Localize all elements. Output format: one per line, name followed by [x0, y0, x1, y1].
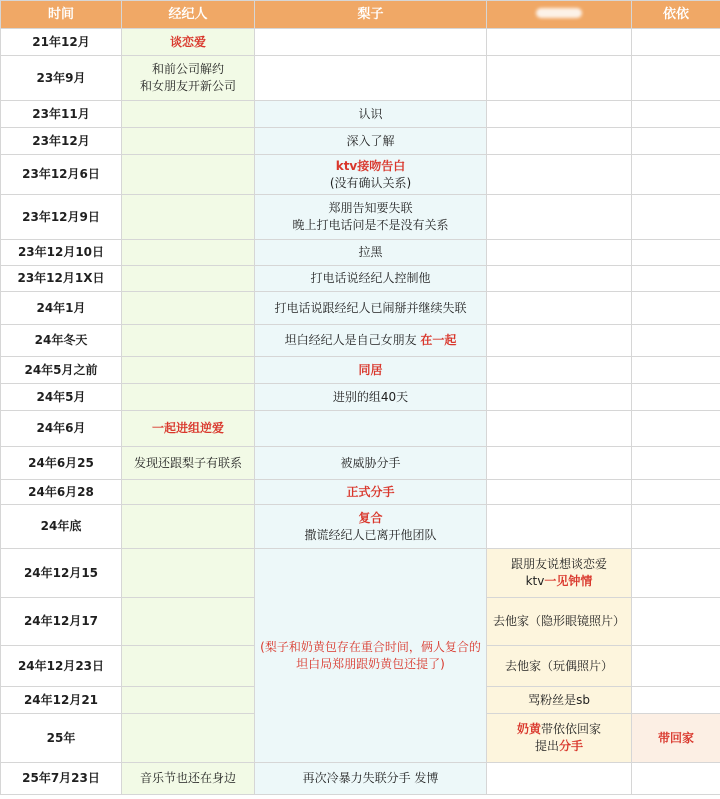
yiyi-cell: [632, 763, 720, 795]
agent-event-line: 和前公司解约: [151, 62, 224, 76]
time-cell: 24年5月: [1, 384, 122, 411]
lizi-event-highlight: 在一起: [420, 333, 457, 347]
lizi-event: 同居: [358, 362, 383, 377]
overlap-note-cell: [255, 549, 487, 763]
agent-cell: [122, 598, 255, 646]
time-cell: 24年5月之前: [1, 357, 122, 384]
agent-cell: [122, 128, 255, 155]
lizi-event: 坦白经纪人是自己女朋友: [284, 333, 421, 347]
blurred-event-line: 提出分手: [534, 739, 584, 753]
time-cell: 24年12月17: [1, 598, 122, 646]
header-agent: 经纪人: [122, 1, 255, 29]
overlap-note: (梨子和奶黄包存在重合时间，俩人复合的坦白局郑朋跟奶黄包还提了): [260, 639, 481, 671]
lizi-event: 正式分手: [346, 484, 395, 499]
table-row: [1, 56, 720, 101]
blurred-cell: [487, 505, 632, 549]
time-cell: 24年6月28: [1, 480, 122, 505]
time-cell: 23年12月9日: [1, 195, 122, 240]
yiyi-cell: [632, 447, 720, 480]
table-row: [1, 763, 720, 795]
yiyi-cell: [632, 598, 720, 646]
blurred-cell: [487, 384, 632, 411]
blurred-cell: [487, 266, 632, 292]
agent-event: 谈恋爱: [169, 34, 206, 49]
agent-event: 一起进组逆爱: [151, 421, 224, 435]
lizi-cell: [255, 155, 487, 195]
table-row: [1, 155, 720, 195]
time-cell: 25年7月23日: [1, 763, 122, 795]
agent-cell: [122, 505, 255, 549]
agent-cell: [122, 29, 255, 56]
time-cell: 23年9月: [1, 56, 122, 101]
yiyi-cell: [632, 195, 720, 240]
blurred-cell: [487, 29, 632, 56]
yiyi-cell: [632, 480, 720, 505]
blurred-cell: 骂粉丝是sb: [487, 687, 632, 714]
agent-cell: [122, 56, 255, 101]
yiyi-cell: [632, 29, 720, 56]
lizi-event-line: 郑朋告知要失联: [328, 201, 413, 215]
table-row: [1, 411, 720, 447]
agent-event-line: 和女朋友开新公司: [139, 79, 236, 93]
agent-cell: [122, 687, 255, 714]
agent-cell: [122, 240, 255, 266]
table-row: [1, 292, 720, 325]
yiyi-cell: [632, 549, 720, 598]
agent-cell: [122, 714, 255, 763]
agent-cell: [122, 292, 255, 325]
yiyi-cell: [632, 325, 720, 357]
table-row: [1, 101, 720, 128]
blurred-cell: 去他家（隐形眼镜照片）: [487, 598, 632, 646]
blurred-cell: [487, 714, 632, 763]
blurred-cell: [487, 155, 632, 195]
lizi-cell: [255, 195, 487, 240]
agent-cell: [122, 266, 255, 292]
lizi-cell: [255, 480, 487, 505]
agent-cell: [122, 195, 255, 240]
agent-cell: [122, 155, 255, 195]
table-row: [1, 505, 720, 549]
blurred-cell: [487, 447, 632, 480]
yiyi-cell: [632, 505, 720, 549]
time-cell: 23年12月1X日: [1, 266, 122, 292]
yiyi-cell: [632, 56, 720, 101]
lizi-cell: 进别的组40天: [255, 384, 487, 411]
agent-cell: [122, 411, 255, 447]
time-cell: 24年12月15: [1, 549, 122, 598]
yiyi-cell: [632, 714, 720, 763]
time-cell: 24年底: [1, 505, 122, 549]
lizi-cell: 打电话说经纪人控制他: [255, 266, 487, 292]
agent-cell: 发现还跟梨子有联系: [122, 447, 255, 480]
yiyi-cell: [632, 101, 720, 128]
lizi-event-line: (没有确认关系): [329, 175, 412, 190]
blurred-cell: [487, 549, 632, 598]
table-row: [1, 195, 720, 240]
time-cell: 24年12月23日: [1, 646, 122, 687]
yiyi-cell: [632, 240, 720, 266]
yiyi-cell: [632, 411, 720, 447]
table-row: [1, 549, 720, 598]
yiyi-cell: [632, 646, 720, 687]
lizi-cell: 打电话说跟经纪人已闹掰并继续失联: [255, 292, 487, 325]
header-row: [1, 1, 720, 29]
time-cell: 24年冬天: [1, 325, 122, 357]
blurred-cell: [487, 195, 632, 240]
yiyi-cell: [632, 155, 720, 195]
table-row: [1, 128, 720, 155]
lizi-cell: [255, 56, 487, 101]
agent-cell: [122, 101, 255, 128]
time-cell: 23年12月: [1, 128, 122, 155]
lizi-cell: 再次冷暴力失联分手 发博: [255, 763, 487, 795]
blurred-name: [536, 8, 582, 18]
table-row: [1, 266, 720, 292]
agent-cell: [122, 549, 255, 598]
lizi-cell: 认识: [255, 101, 487, 128]
lizi-cell: 被威胁分手: [255, 447, 487, 480]
header-yiyi: 依依: [632, 1, 720, 29]
lizi-cell: [255, 411, 487, 447]
time-cell: 23年11月: [1, 101, 122, 128]
blurred-cell: [487, 763, 632, 795]
yiyi-cell: [632, 128, 720, 155]
header-lizi: 梨子: [255, 1, 487, 29]
table-row: [1, 447, 720, 480]
table-row: [1, 384, 720, 411]
table-row: [1, 357, 720, 384]
yiyi-cell: [632, 292, 720, 325]
blurred-cell: [487, 101, 632, 128]
blurred-cell: [487, 480, 632, 505]
blurred-cell: [487, 240, 632, 266]
yiyi-cell: [632, 266, 720, 292]
blurred-cell: [487, 56, 632, 101]
table-row: [1, 325, 720, 357]
yiyi-cell: [632, 384, 720, 411]
header-time: 时间: [1, 1, 122, 29]
blurred-event-line: ktv一见钟情: [525, 574, 593, 588]
lizi-cell: 拉黑: [255, 240, 487, 266]
blurred-event-line: 跟朋友说想谈恋爱: [510, 557, 607, 571]
agent-cell: 音乐节也还在身边: [122, 763, 255, 795]
agent-cell: [122, 357, 255, 384]
blurred-event-line: 奶黄带依依回家: [516, 722, 602, 736]
blurred-cell: [487, 128, 632, 155]
blurred-cell: [487, 325, 632, 357]
lizi-event-line: 撒谎经纪人已离开他团队: [304, 527, 437, 542]
agent-cell: [122, 325, 255, 357]
table-row: [1, 240, 720, 266]
yiyi-cell: [632, 357, 720, 384]
time-cell: 25年: [1, 714, 122, 763]
lizi-cell: [255, 325, 487, 357]
time-cell: 24年6月: [1, 411, 122, 447]
time-cell: 23年12月6日: [1, 155, 122, 195]
blurred-cell: [487, 292, 632, 325]
lizi-cell: [255, 29, 487, 56]
time-cell: 21年12月: [1, 29, 122, 56]
time-cell: 24年12月21: [1, 687, 122, 714]
yiyi-event: 带回家: [657, 730, 694, 745]
lizi-event-line: ktv接吻告白: [335, 158, 406, 173]
agent-cell: [122, 480, 255, 505]
lizi-cell: [255, 505, 487, 549]
blurred-cell: 去他家（玩偶照片）: [487, 646, 632, 687]
agent-cell: [122, 646, 255, 687]
time-cell: 24年1月: [1, 292, 122, 325]
lizi-cell: [255, 357, 487, 384]
table-row: [1, 480, 720, 505]
time-cell: 24年6月25: [1, 447, 122, 480]
table-row: [1, 29, 720, 56]
lizi-event-line: 晚上打电话问是不是没有关系: [292, 218, 449, 232]
agent-cell: [122, 384, 255, 411]
time-cell: 23年12月10日: [1, 240, 122, 266]
header-blurred: [487, 1, 632, 29]
blurred-cell: [487, 411, 632, 447]
blurred-cell: [487, 357, 632, 384]
lizi-cell: 深入了解: [255, 128, 487, 155]
yiyi-cell: [632, 687, 720, 714]
lizi-event-line: 复合: [358, 510, 383, 525]
